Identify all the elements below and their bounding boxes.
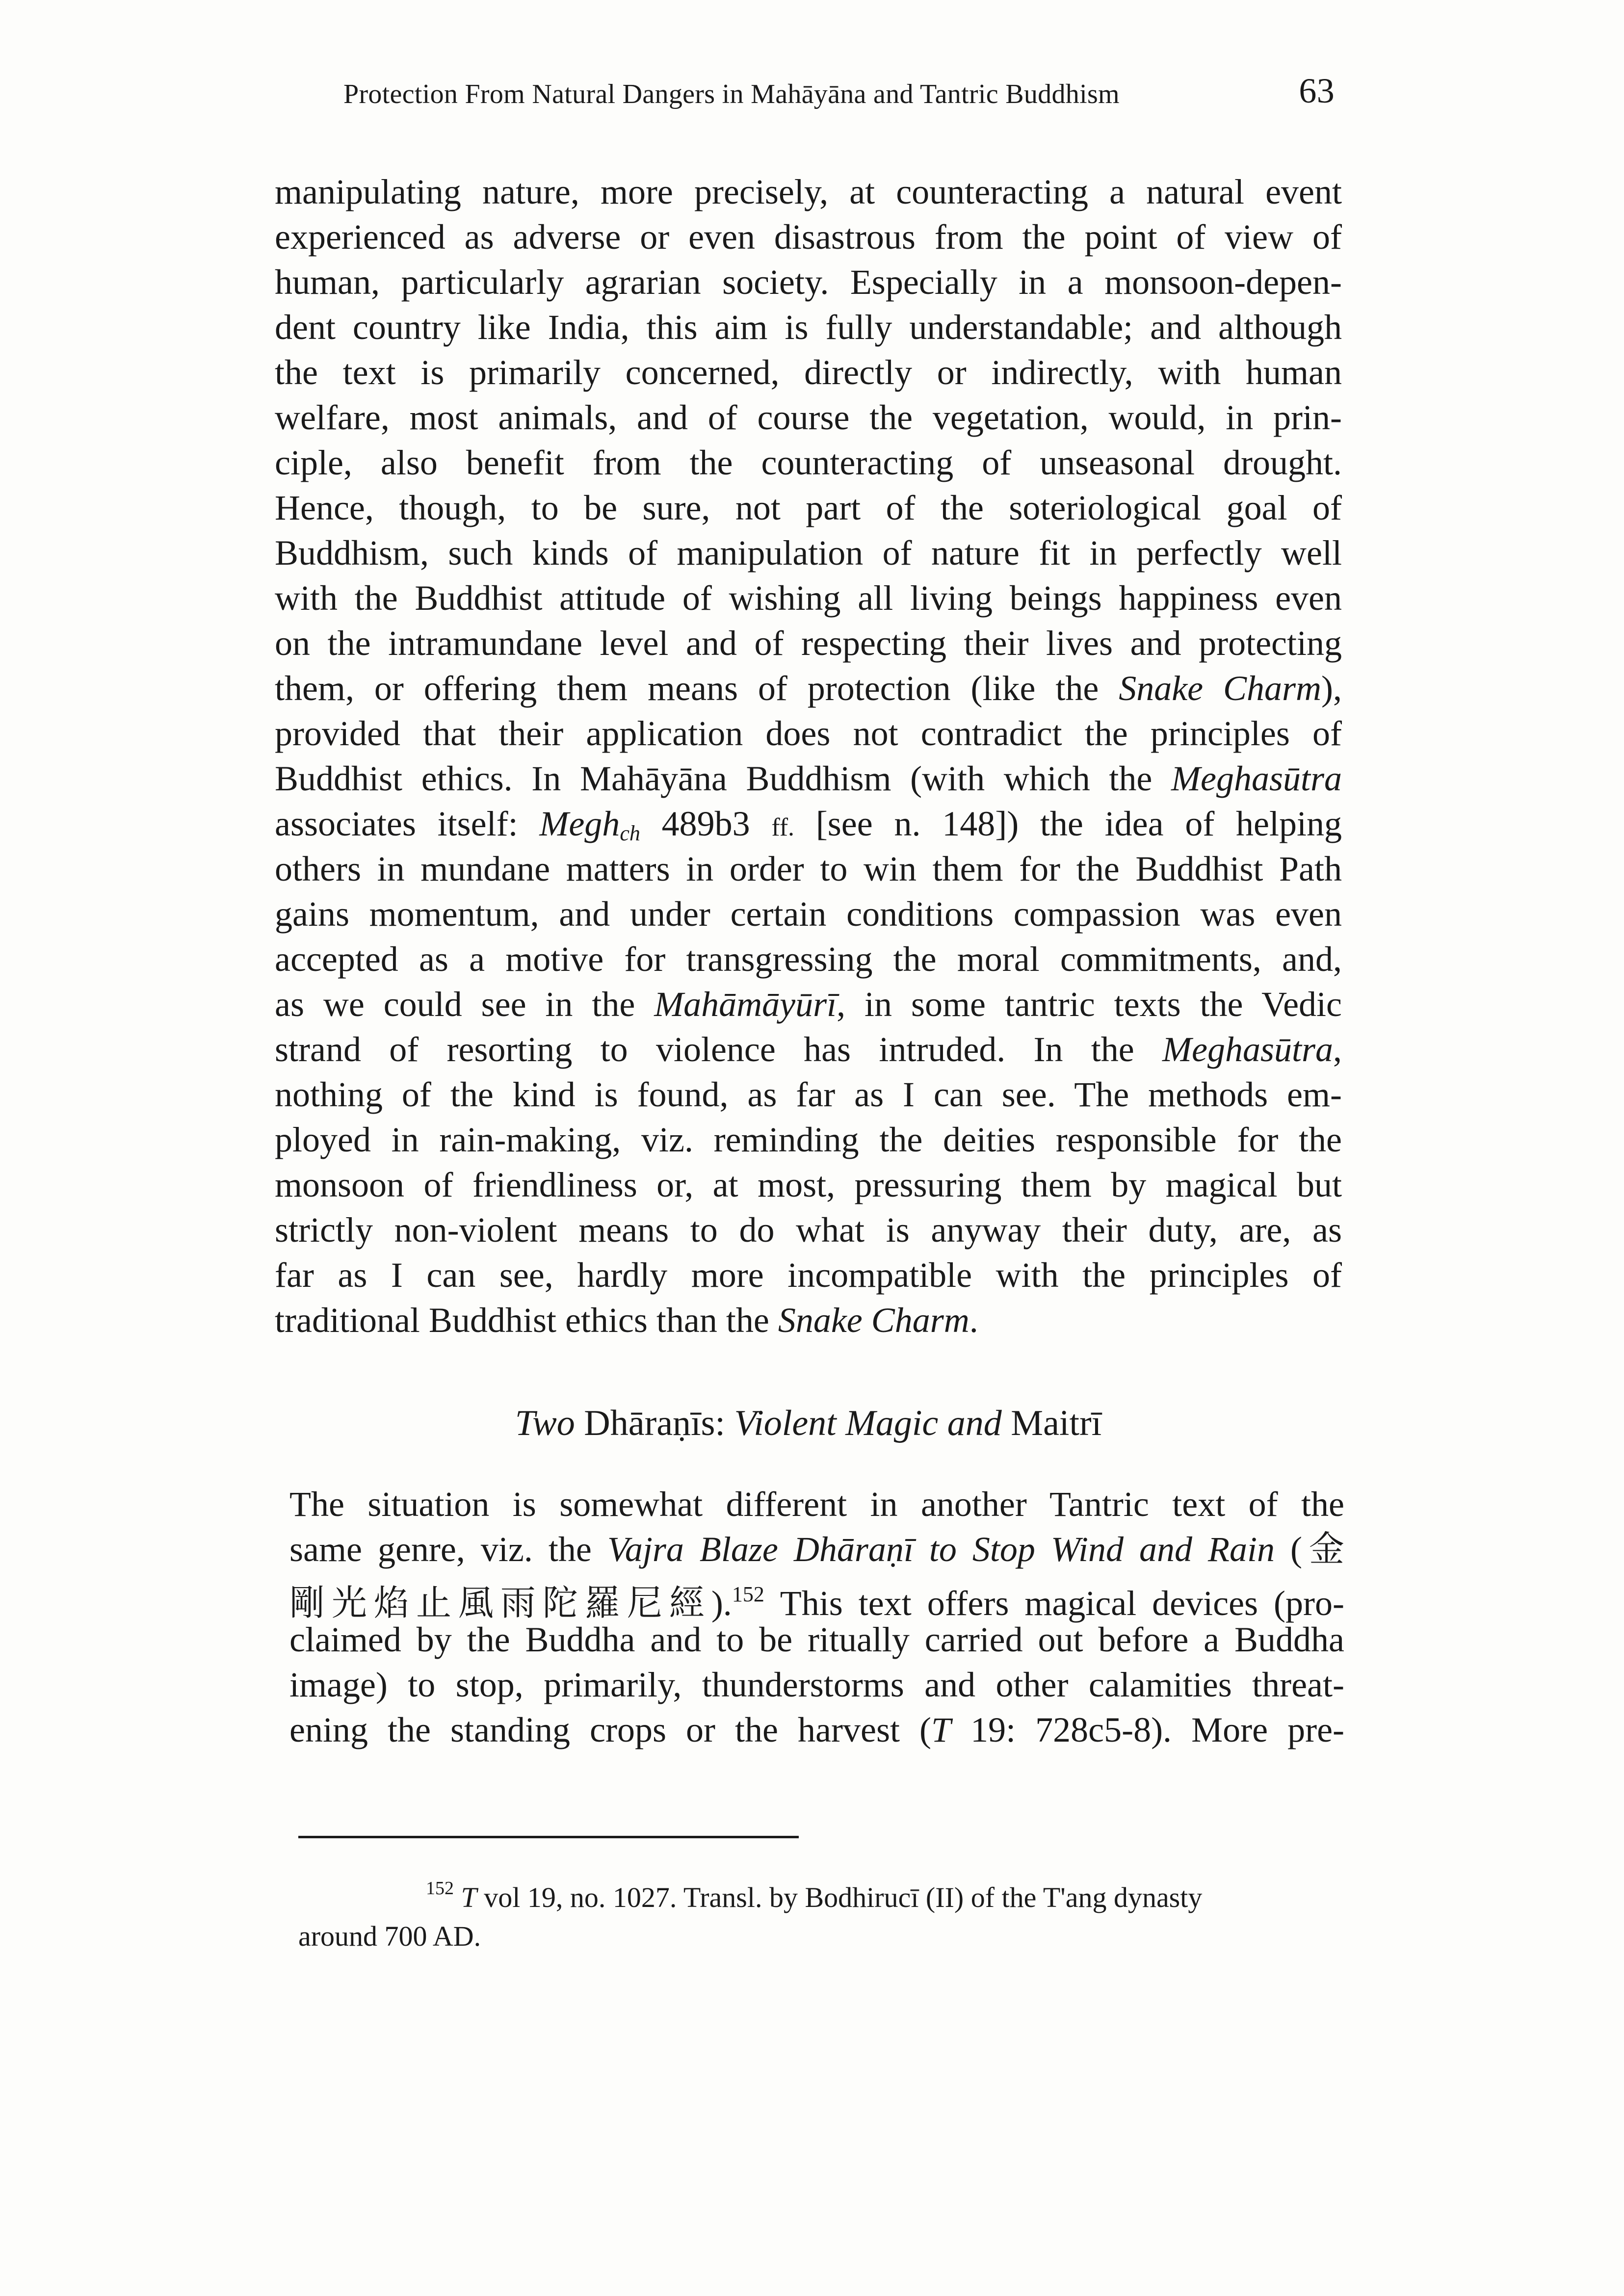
text-line: with the Buddhist attitude of wishing all living beings happiness even	[275, 578, 1342, 618]
heading-italic: Violent Magic and	[734, 1403, 1002, 1443]
footnote-line	[298, 1864, 1348, 1912]
text-run: 489b3	[640, 804, 772, 843]
chinese-title: 剛光焰止風雨陀羅尼經	[289, 1584, 711, 1623]
title-italic: Meghasūtra	[1171, 759, 1342, 798]
text-line: claimed by the Buddha and to be ritually carried out before a Buddha	[289, 1620, 1344, 1659]
footnote-152	[298, 1864, 1348, 1960]
text-run: ).	[711, 1584, 732, 1623]
running-head	[343, 71, 1335, 110]
running-title: Protection From Natural Dangers in Mahāyāna and Tantric Buddhism	[343, 79, 1120, 109]
footnote-ref[interactable]: 152	[732, 1582, 764, 1606]
heading-italic: Two	[515, 1403, 575, 1443]
text-run: traditional Buddhist ethics than the	[275, 1301, 778, 1340]
text-line	[275, 1298, 1342, 1343]
text-line	[275, 801, 1342, 846]
title-italic: Vajra Blaze Dhāraṇī to Stop Wind and Rain	[607, 1530, 1275, 1569]
text-line: Hence, though, to be sure, not part of the soteriological goal of	[275, 488, 1342, 527]
text-line: dent country like India, this aim is fully understandable; and although	[275, 308, 1342, 347]
title-italic: Meghasūtra	[1162, 1030, 1333, 1069]
title-italic: Snake Charm	[778, 1301, 969, 1340]
paragraph-2	[289, 1482, 1344, 1752]
text-line: strictly non-violent means to do what is anyway their duty, are, as	[275, 1210, 1342, 1250]
text-line: experienced as adverse or even disastrous from the point of view of	[275, 217, 1342, 257]
text-line: human, particularly agrarian society. Especially in a monsoon-depen-	[275, 262, 1342, 302]
text-run: (金	[1274, 1530, 1344, 1569]
text-line: The situation is somewhat different in another Tantric text of the	[289, 1485, 1344, 1524]
title-italic: Mahāmāyūrī	[654, 985, 837, 1024]
footnote-run: vol 19, no. 1027. Transl. by Bodhirucī (II) of the T'ang dynasty	[476, 1881, 1203, 1913]
heading-run: Maitrī	[1001, 1403, 1102, 1443]
text-line: image) to stop, primarily, thunderstorms and other calamities threat-	[289, 1665, 1344, 1704]
text-run: This text offers magical devices (pro-	[764, 1584, 1344, 1623]
text-line: accepted as a motive for transgressing the moral commitments, and,	[275, 939, 1342, 979]
text-line: provided that their application does not contradict the principles of	[275, 714, 1342, 753]
abbrev-italic: T	[461, 1881, 477, 1913]
text-run: ening the standing crops or the harvest (	[289, 1710, 931, 1749]
abbrev-italic: T	[931, 1710, 951, 1749]
text-line: on the intramundane level and of respecting their lives and protecting	[275, 624, 1342, 663]
abbrev-italic: Megh	[539, 804, 620, 843]
text-line: others in mundane matters in order to win them for the Buddhist Path	[275, 849, 1342, 888]
text-line: welfare, most animals, and of course the vegetation, would, in prin-	[275, 398, 1342, 437]
text-line	[289, 1572, 1344, 1623]
text-run: , in some tantric texts the Vedic	[837, 985, 1342, 1024]
heading-run: Dhāraṇīs:	[575, 1403, 734, 1443]
text-line	[275, 756, 1342, 801]
text-line: nothing of the kind is found, as far as I can see. The methods em-	[275, 1075, 1342, 1114]
text-line: manipulating nature, more precisely, at counteracting a natural event	[275, 172, 1342, 211]
text-run: 19: 728c5-8). More pre-	[951, 1710, 1345, 1749]
text-line	[289, 1527, 1344, 1572]
text-run: associates itself:	[275, 804, 540, 843]
text-run: ,	[1333, 1030, 1342, 1069]
text-line: ciple, also benefit from the counteracting of unseasonal drought.	[275, 443, 1342, 482]
footnote-line: around 700 AD.	[298, 1920, 481, 1952]
text-run: [see n. 148]) the idea of helping	[794, 804, 1342, 843]
text-run: .	[969, 1301, 978, 1340]
text-run: ),	[1321, 669, 1342, 708]
paragraph-1	[275, 169, 1342, 1343]
page-number: 63	[1299, 71, 1335, 110]
text-line: the text is primarily concerned, directly or indirectly, with human	[275, 353, 1342, 392]
text-line	[275, 666, 1342, 711]
text-run: same genre, viz. the	[289, 1530, 607, 1569]
text-run: strand of resorting to violence has intruded. In the	[275, 1030, 1163, 1069]
footnote-divider	[298, 1836, 799, 1838]
text-run: ff.	[771, 813, 795, 841]
title-italic: Snake Charm	[1119, 669, 1322, 708]
text-run: Buddhist ethics. In Mahāyāna Buddhism (with which the	[275, 759, 1172, 798]
text-line	[275, 1027, 1342, 1072]
text-line: gains momentum, and under certain conditions compassion was even	[275, 894, 1342, 934]
text-line	[289, 1707, 1344, 1752]
text-run: them, or offering them means of protection (like the	[275, 669, 1119, 708]
text-run: as we could see in the	[275, 985, 655, 1024]
text-line: ployed in rain-making, viz. reminding the deities responsible for the	[275, 1120, 1342, 1159]
text-line: monsoon of friendliness or, at most, pressuring them by magical but	[275, 1165, 1342, 1204]
text-line	[275, 982, 1342, 1027]
subscript: ch	[620, 821, 640, 845]
footnote-number: 152	[426, 1878, 454, 1899]
text-line: far as I can see, hardly more incompatible with the principles of	[275, 1255, 1342, 1295]
text-line: Buddhism, such kinds of manipulation of nature fit in perfectly well	[275, 533, 1342, 573]
section-heading	[275, 1401, 1342, 1446]
